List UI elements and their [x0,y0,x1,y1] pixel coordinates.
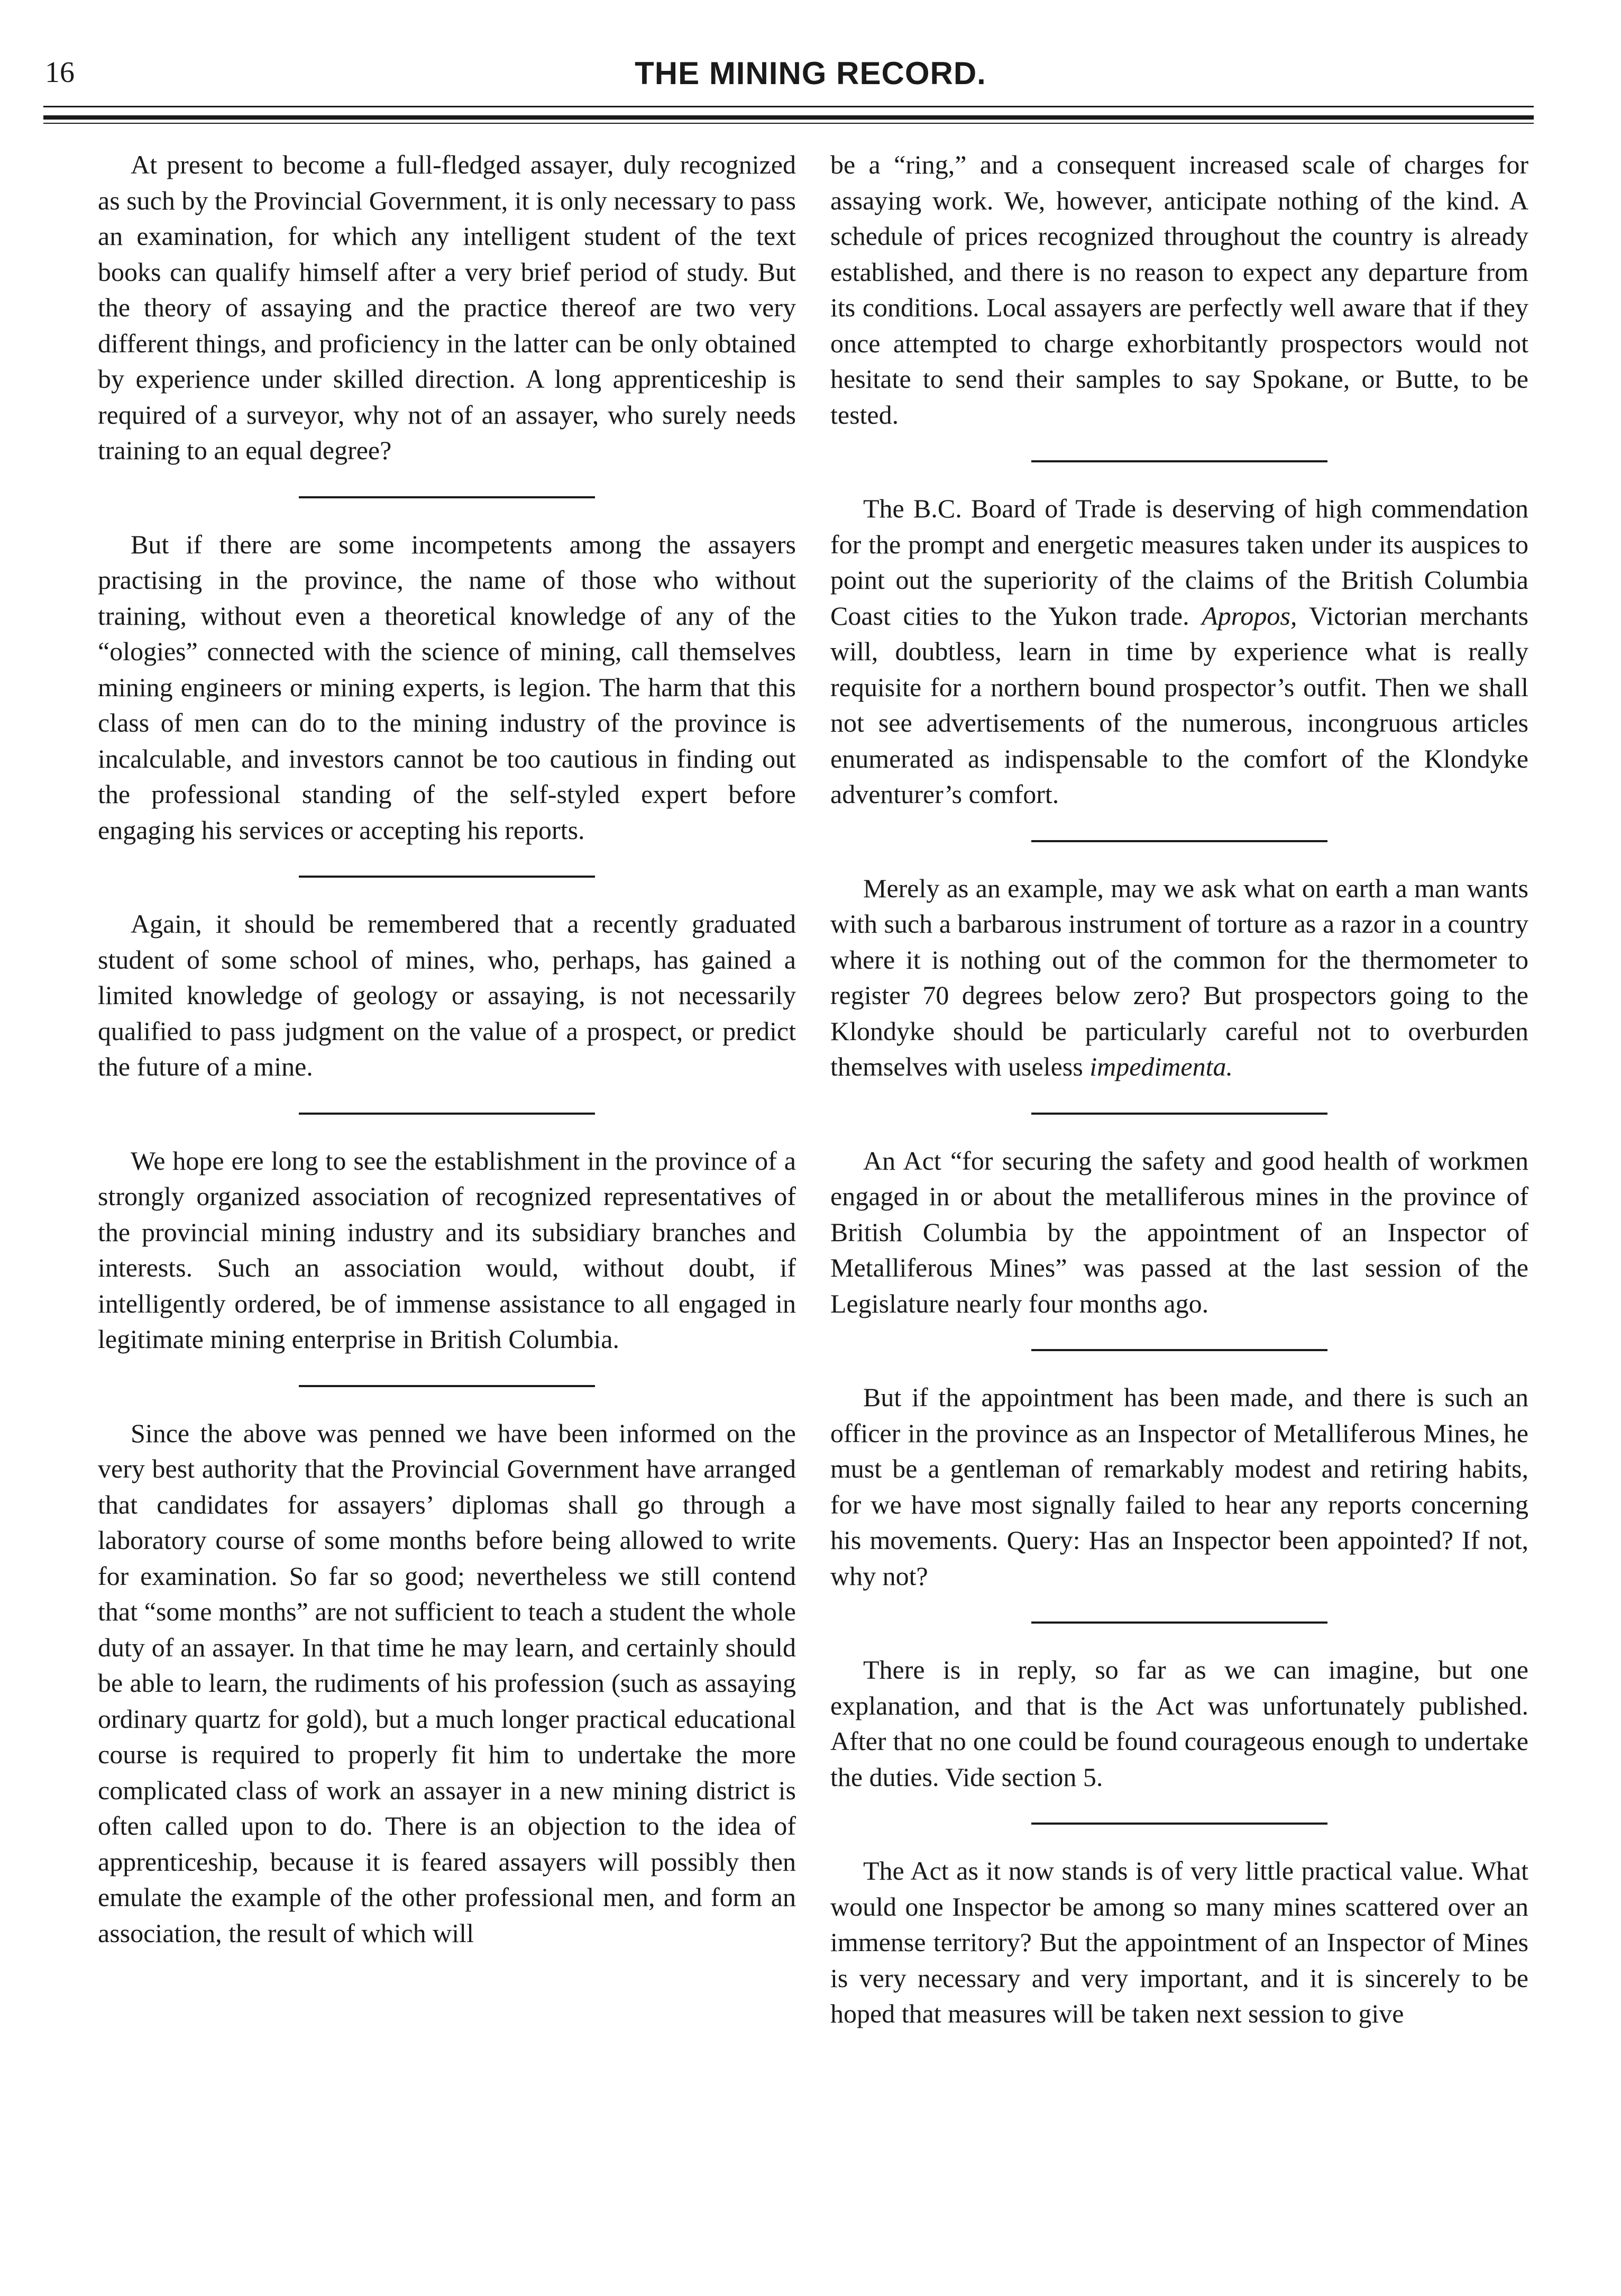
right-column [830,147,1528,2032]
header-rule-top [43,106,1534,107]
article-paragraph: But if the appointment has been made, and there is such an officer in the province as an Inspector of Metalliferous Mines, he must be a gentleman of remarkably modest and retiring habits, for we have most signally failed to hear any reports concerning his movements. Query: Has an Inspector been appointed? If not, why not? [830,1382,1528,1591]
article-paragraph: Again, it should be remembered that a recently graduated student of some school of mines, who, perhaps, has gained a limited knowledge of geology or assaying, is not necessarily qualified to pass judgment on the value of a prospect, or predict the future of a mine. [98,909,796,1081]
article-paragraph: Since the above was penned we have been informed on the very best authority that the Provincial Government have arranged that candidates for assayers’ diplomas shall go through a laboratory course of some months before being allowed to write for examination. So far so good; nevertheless we still contend that “some months” are not sufficient to teach a student the whole duty of an assayer. In that time he may learn, and certainly should be able to learn, the rudiments of his profession (such as assaying ordinary quartz for gold), but a much longer practical educational course is required to properly fit him to undertake the more complicated class of work an assayer in a new mining district is often called upon to do. There is an objection to the idea of apprenticeship, because it is feared assayers will possibly then emulate the example of the other professional men, and form an association, the result of which will [98,1418,796,1948]
section-separator [299,876,595,878]
left-column [98,147,796,1951]
section-separator [1031,1113,1327,1115]
section-separator [1031,1823,1327,1825]
italic-word: Apropos, [1202,600,1297,631]
article-paragraph: But if there are some incompetents among the assayers practising in the province, the name of those who without training, without even a theoretical knowledge of any of the “ologies” connected with the science of mining, call themselves mining engineers or mining experts, is legion. The harm that this class of men can do to the mining industry of the province is incalculable, and investors cannot be too cautious in finding out the professional standing of the self-styled expert before engaging his services or accepting his reports. [98,529,796,845]
section-separator [299,1113,595,1115]
article-paragraph [830,491,1528,813]
article-paragraph: There is in reply, so far as we can imagine, but one explanation, and that is the Act was unfortunately published. After that no one could be found courageous enough to undertake the duties. Vide section 5. [830,1655,1528,1792]
header-rule-bottom [43,123,1534,124]
article-paragraph: The Act as it now stands is of very little practical value. What would one Inspector be among so many mines scattered over an immense territory? But the appointment of an Inspector of Mines is very necessary and very important, and it is sincerely to be hoped that measures will be taken next session to give [830,1856,1528,2028]
article-paragraph: We hope ere long to see the establishment in the province of a strongly organized association of recognized representatives of the provincial mining industry and its subsidiary branches and interests. Such an association would, without doubt, if intelligently ordered, be of immense assistance to all engaged in legitimate mining enterprise in British Columbia. [98,1145,796,1354]
header-rule-thick [43,115,1534,120]
section-separator [1031,460,1327,462]
section-separator [299,496,595,498]
section-separator [1031,1349,1327,1351]
paragraph-text: The B.C. Board of Trade is deserving of high commendation for the prompt and energetic measures taken under its auspices to point out the superiority of the claims of the British Columbia Coast cities to the Yukon trade. [830,494,1528,631]
article-paragraph [830,871,1528,1085]
section-separator [1031,1621,1327,1624]
paragraph-text: Victorian merchants will, doubtless, learn in time by experience what is really requisite for a northern bound prospector’s outfit. Then we shall not see advertisements of the numerous, incongruous articles enumerated as indispensable to the comfort of the Klondyke adventurer’s comfort. [830,600,1528,809]
italic-word: impedimenta. [1089,1052,1233,1081]
page-number: 16 [45,56,75,89]
article-paragraph: At present to become a full-fledged assayer, duly recognized as such by the Provincial Government, it is only necessary to pass an examination, for which any intelligent student of the text books can qualify himself after a very brief period of study. But the theory of assaying and the practice thereof are two very different things, and proficiency in the latter can be only obtained by experience under skilled direction. A long apprenticeship is required of a surveyor, why not of an assayer, who surely needs training to an equal degree? [98,150,796,465]
section-separator [299,1385,595,1387]
section-separator [1031,840,1327,842]
article-paragraph: An Act “for securing the safety and good health of workmen engaged in or about the metalliferous mines in the province of British Columbia by the appointment of an Inspector of Metalliferous Mines” was passed at the last session of the Legislature nearly four months ago. [830,1145,1528,1318]
paragraph-text: Merely as an example, may we ask what on earth a man wants with such a barbarous instrument of torture as a razor in a country where it is nothing out of the common for the thermometer to register 70 degrees below zero? But prospectors going to the Klondyke should be particularly careful not to overburden themselves with useless [830,873,1528,1081]
running-title: THE MINING RECORD. [635,56,986,91]
article-paragraph-continued: be a “ring,” and a consequent increased scale of charges for assaying work. We, however, anticipate nothing of the kind. A schedule of prices recognized throughout the country is already established, and there is no reason to expect any departure from its conditions. Local assayers are perfectly well aware that if they once attempted to charge exhorbitantly prospectors would not hesitate to send their samples to say Spokane, or Butte, to be tested. [830,150,1528,430]
